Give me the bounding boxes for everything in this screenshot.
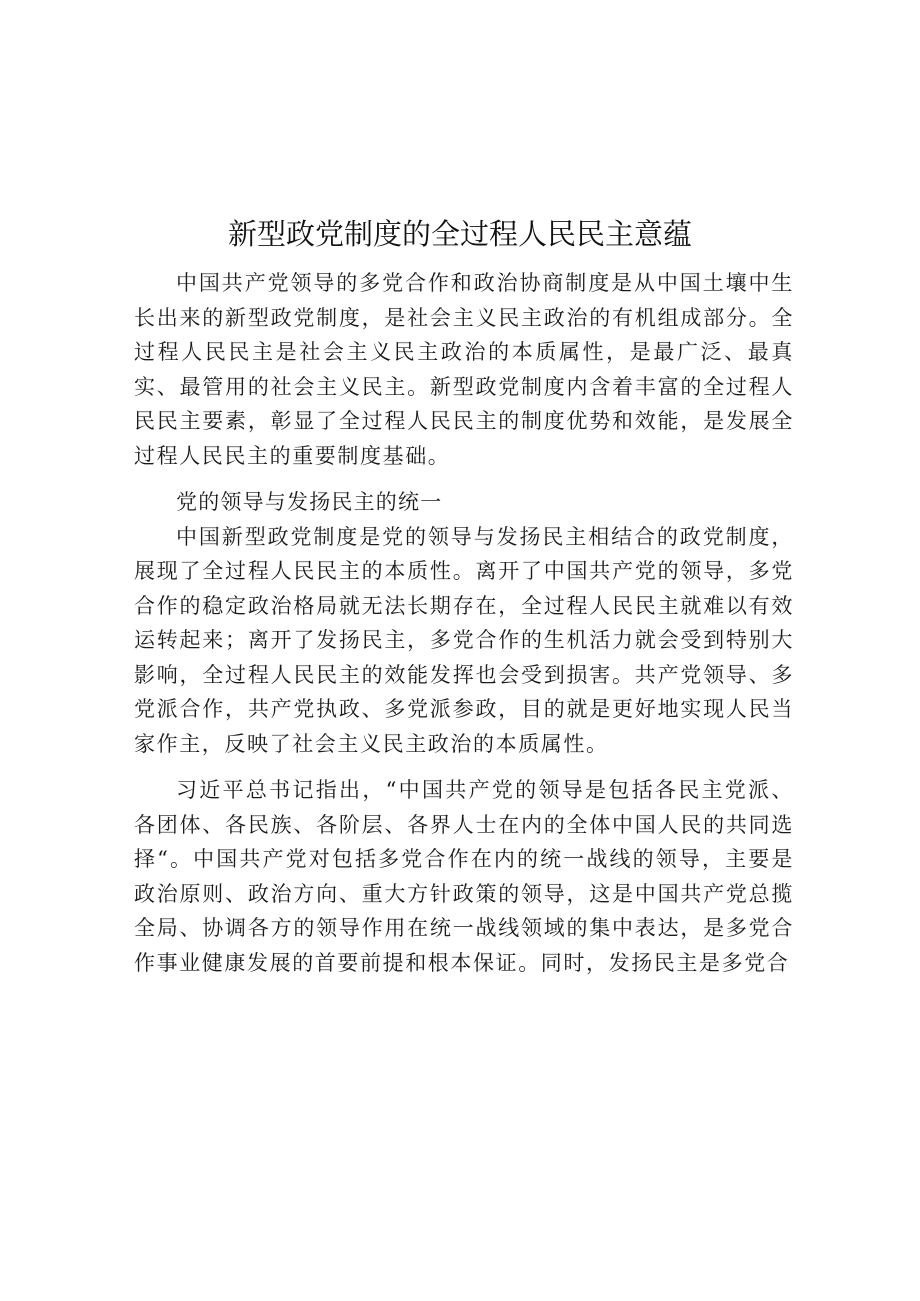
document-title: 新型政党制度的全过程人民民主意蕴 (227, 217, 692, 251)
section-heading: 党的领导与发扬民主的统一 (176, 490, 443, 514)
paragraph-body: 中国新型政党制度是党的领导与发扬民主相结合的政党制度，展现了全过程人民民主的本质性。离开了中国共产党的领导，多党合作的稳定政治格局就无法长期存在，全过程人民民主就难以有效运转起来；离开了发扬民主，多党合作的生机活力就会受到特别大影响，全过程人民民主的效能发挥也会受到损害。共产党领导、多党派合作，共产党执政、多党派参政，目的就是更好地实现人民当家作主，反映了社会主义民主政治的本质属性。 (134, 524, 794, 756)
paragraph-body: 习近平总书记指出，“中国共产党的领导是包括各民主党派、各团体、各民族、各阶层、各界人士在内的全体中国人民的共同选择“。中国共产党对包括多党合作在内的统一战线的领导，主要是政治原则、政治方向、重大方针政策的领导，这是中国共产党总揽全局、协调各方的领导作用在统一战线领域的集中表达，是多党合作事业健康发展的首要前提和根本保证。同时，发扬民主是多党合 (134, 778, 794, 975)
document-body (134, 266, 794, 980)
paragraph-intro: 中国共产党领导的多党合作和政治协商制度是从中国土壤中生长出来的新型政党制度，是社会主义民主政治的有机组成部分。全过程人民民主是社会主义民主政治的本质属性，是最广泛、最真实、最管用的社会主义民主。新型政党制度内含着丰富的全过程人民民主要素，彰显了全过程人民民主的制度优势和效能，是发展全过程人民民主的重要制度基础。 (134, 271, 794, 468)
